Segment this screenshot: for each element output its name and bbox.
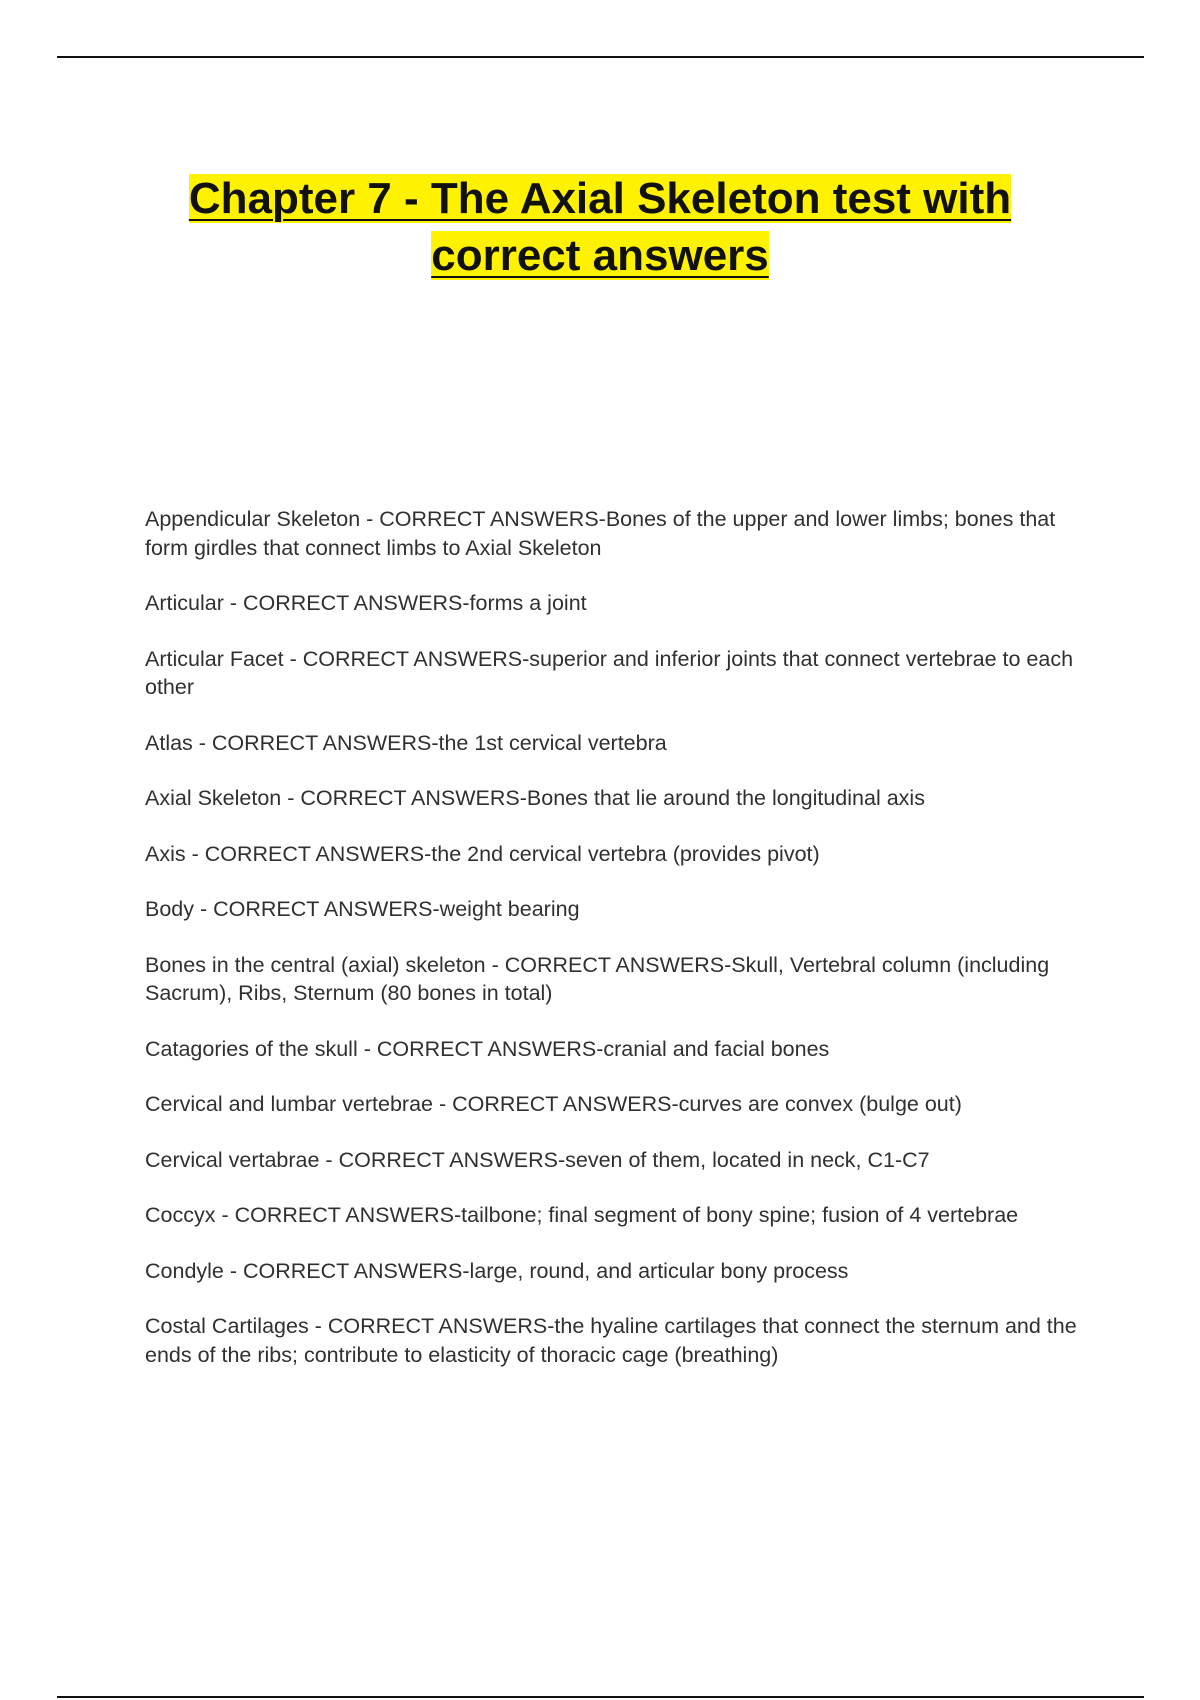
title-line-1: Chapter 7 - The Axial Skeleton test with — [188, 174, 1012, 223]
qa-entry-appendicular-skeleton: Appendicular Skeleton - CORRECT ANSWERS-Bones of the upper and lower limbs; bones that form girdles that connect limbs to Axial Skeleton — [145, 507, 1056, 560]
qa-entry-categories-of-skull: Catagories of the skull - CORRECT ANSWERS-cranial and facial bones — [145, 1036, 830, 1061]
page-title — [100, 170, 1100, 284]
qa-entry-condyle: Condyle - CORRECT ANSWERS-large, round, and articular bony process — [145, 1258, 849, 1283]
footer-rule — [57, 1696, 1144, 1698]
qa-entry-bones-central-skeleton: Bones in the central (axial) skeleton - CORRECT ANSWERS-Skull, Vertebral column (including Sacrum), Ribs, Sternum (80 bones in total) — [145, 952, 1050, 1005]
title-line-2: correct answers — [431, 231, 769, 280]
qa-entry-costal-cartilages: Costal Cartilages - CORRECT ANSWERS-the hyaline cartilages that connect the sternum and the ends of the ribs; contribute to elasticity of thoracic cage (breathing) — [145, 1314, 1077, 1367]
qa-entry-coccyx: Coccyx - CORRECT ANSWERS-tailbone; final segment of bony spine; fusion of 4 vertebrae — [145, 1203, 1019, 1227]
header-rule — [57, 56, 1144, 58]
qa-entry-axial-skeleton: Axial Skeleton - CORRECT ANSWERS-Bones that lie around the longitudinal axis — [145, 786, 925, 810]
qa-list — [145, 505, 1085, 1396]
qa-entry-body: Body - CORRECT ANSWERS-weight bearing — [145, 897, 580, 921]
qa-entry-articular-facet: Articular Facet - CORRECT ANSWERS-superior and inferior joints that connect vertebrae to each other — [145, 646, 1074, 699]
qa-entry-cervical-lumbar-vertebrae: Cervical and lumbar vertebrae - CORRECT ANSWERS-curves are convex (bulge out) — [145, 1092, 962, 1116]
qa-entry-cervical-vertebrae: Cervical vertabrae - CORRECT ANSWERS-seven of them, located in neck, C1-C7 — [145, 1147, 930, 1172]
qa-entry-axis: Axis - CORRECT ANSWERS-the 2nd cervical vertebra (provides pivot) — [145, 841, 820, 866]
qa-entry-atlas: Atlas - CORRECT ANSWERS-the 1st cervical vertebra — [145, 730, 667, 755]
qa-entry-articular: Articular - CORRECT ANSWERS-forms a joint — [145, 591, 587, 615]
